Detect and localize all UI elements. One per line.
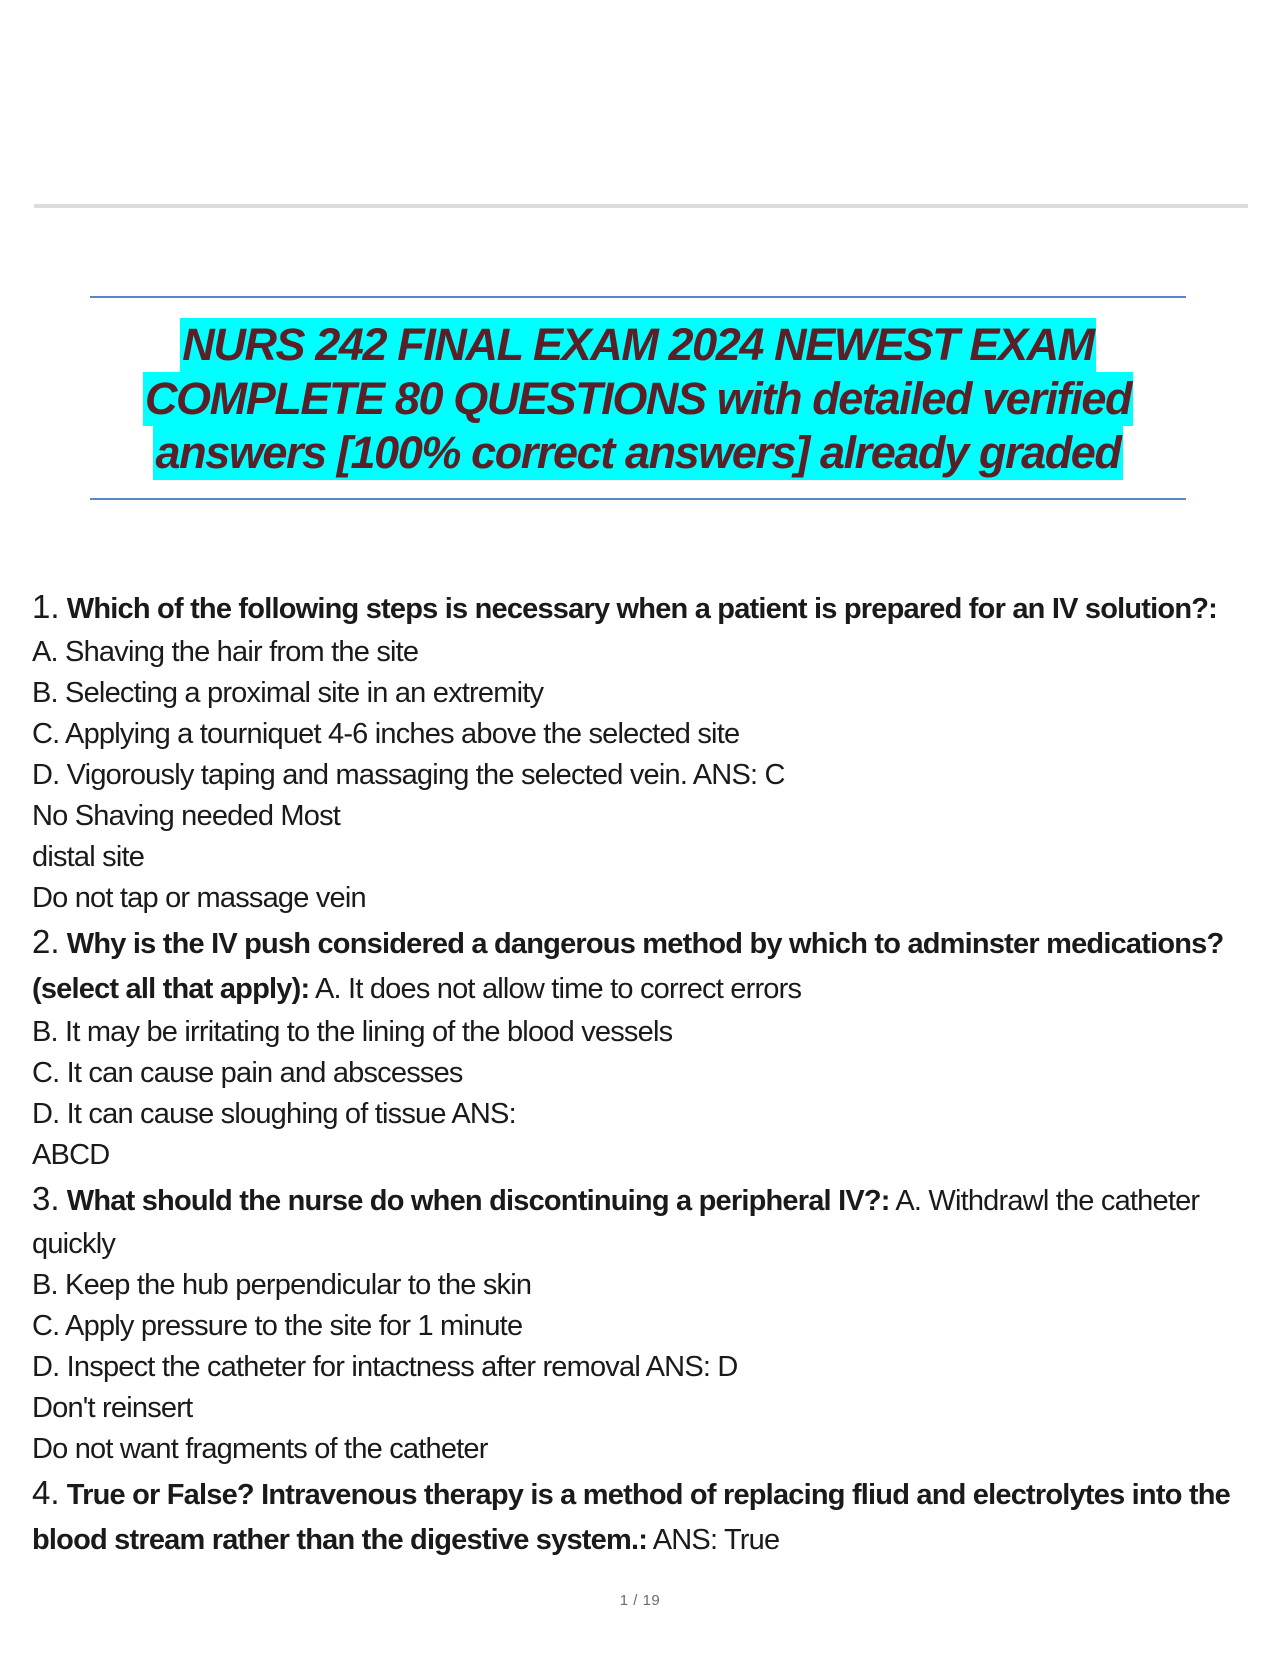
answer-line: C. Apply pressure to the site for 1 minute — [32, 1310, 523, 1342]
questions-list — [32, 584, 1248, 1563]
question-2-continued — [32, 967, 1248, 1012]
answer-line: D. It can cause sloughing of tissue ANS: — [32, 1098, 516, 1130]
title-bottom-rule — [90, 498, 1186, 500]
answer-line: D. Inspect the catheter for intactness after removal ANS: D — [32, 1351, 738, 1383]
title-line-2: COMPLETE 80 QUESTIONS with detailed verified — [144, 373, 1132, 424]
question-text: Which of the following steps is necessary when a patient is prepared for an IV solution?: — [66, 593, 1218, 625]
question-text: blood stream rather than the digestive system.: — [32, 1524, 648, 1556]
question-3 — [32, 1176, 1248, 1224]
question-text: True or False? Intravenous therapy is a method of replacing fliud and electrolytes into the — [66, 1479, 1230, 1511]
question-text: What should the nurse do when discontinuing a peripheral IV?: — [66, 1185, 890, 1217]
answer-line: quickly — [32, 1228, 116, 1260]
rationale-line: Don't reinsert — [32, 1392, 193, 1424]
document-title — [90, 318, 1186, 480]
question-2 — [32, 919, 1248, 967]
rationale-line: Do not want fragments of the catheter — [32, 1433, 488, 1465]
question-text: Why is the IV push considered a dangerous method by which to adminster medications? — [66, 928, 1224, 960]
answer-line: C. It can cause pain and abscesses — [32, 1057, 463, 1089]
question-text: (select all that apply): — [32, 973, 310, 1005]
question-4 — [32, 1470, 1248, 1518]
question-1 — [32, 584, 1248, 632]
page-header-divider — [34, 204, 1248, 208]
answer-key: ABCD — [32, 1139, 110, 1171]
answer-option-a: A. It does not allow time to correct errors — [315, 973, 802, 1005]
answer-line: B. It may be irritating to the lining of the blood vessels — [32, 1016, 673, 1048]
question-4-continued — [32, 1518, 1248, 1563]
title-line-1: NURS 242 FINAL EXAM 2024 NEWEST EXAM — [182, 319, 1094, 370]
answer-key: ANS: True — [652, 1524, 780, 1556]
answer-line: D. Vigorously taping and massaging the selected vein. ANS: C — [32, 759, 785, 791]
title-line-3: answers [100% correct answers] already graded — [155, 427, 1121, 478]
page-indicator: 1 / 19 — [619, 1592, 661, 1609]
question-number: 1. — [32, 588, 60, 625]
answer-line: B. Selecting a proximal site in an extremity — [32, 677, 544, 709]
question-number: 2. — [32, 923, 60, 960]
rationale-line: No Shaving needed Most — [32, 800, 341, 832]
answer-option-a: A. Withdrawl the catheter — [895, 1185, 1200, 1217]
title-top-rule — [90, 296, 1186, 298]
question-number: 3. — [32, 1180, 60, 1217]
rationale-line: distal site — [32, 841, 145, 873]
answer-line: A. Shaving the hair from the site — [32, 636, 419, 668]
answer-line: B. Keep the hub perpendicular to the skin — [32, 1269, 532, 1301]
answer-line: C. Applying a tourniquet 4-6 inches above the selected site — [32, 718, 740, 750]
question-number: 4. — [32, 1474, 60, 1511]
rationale-line: Do not tap or massage vein — [32, 882, 366, 914]
